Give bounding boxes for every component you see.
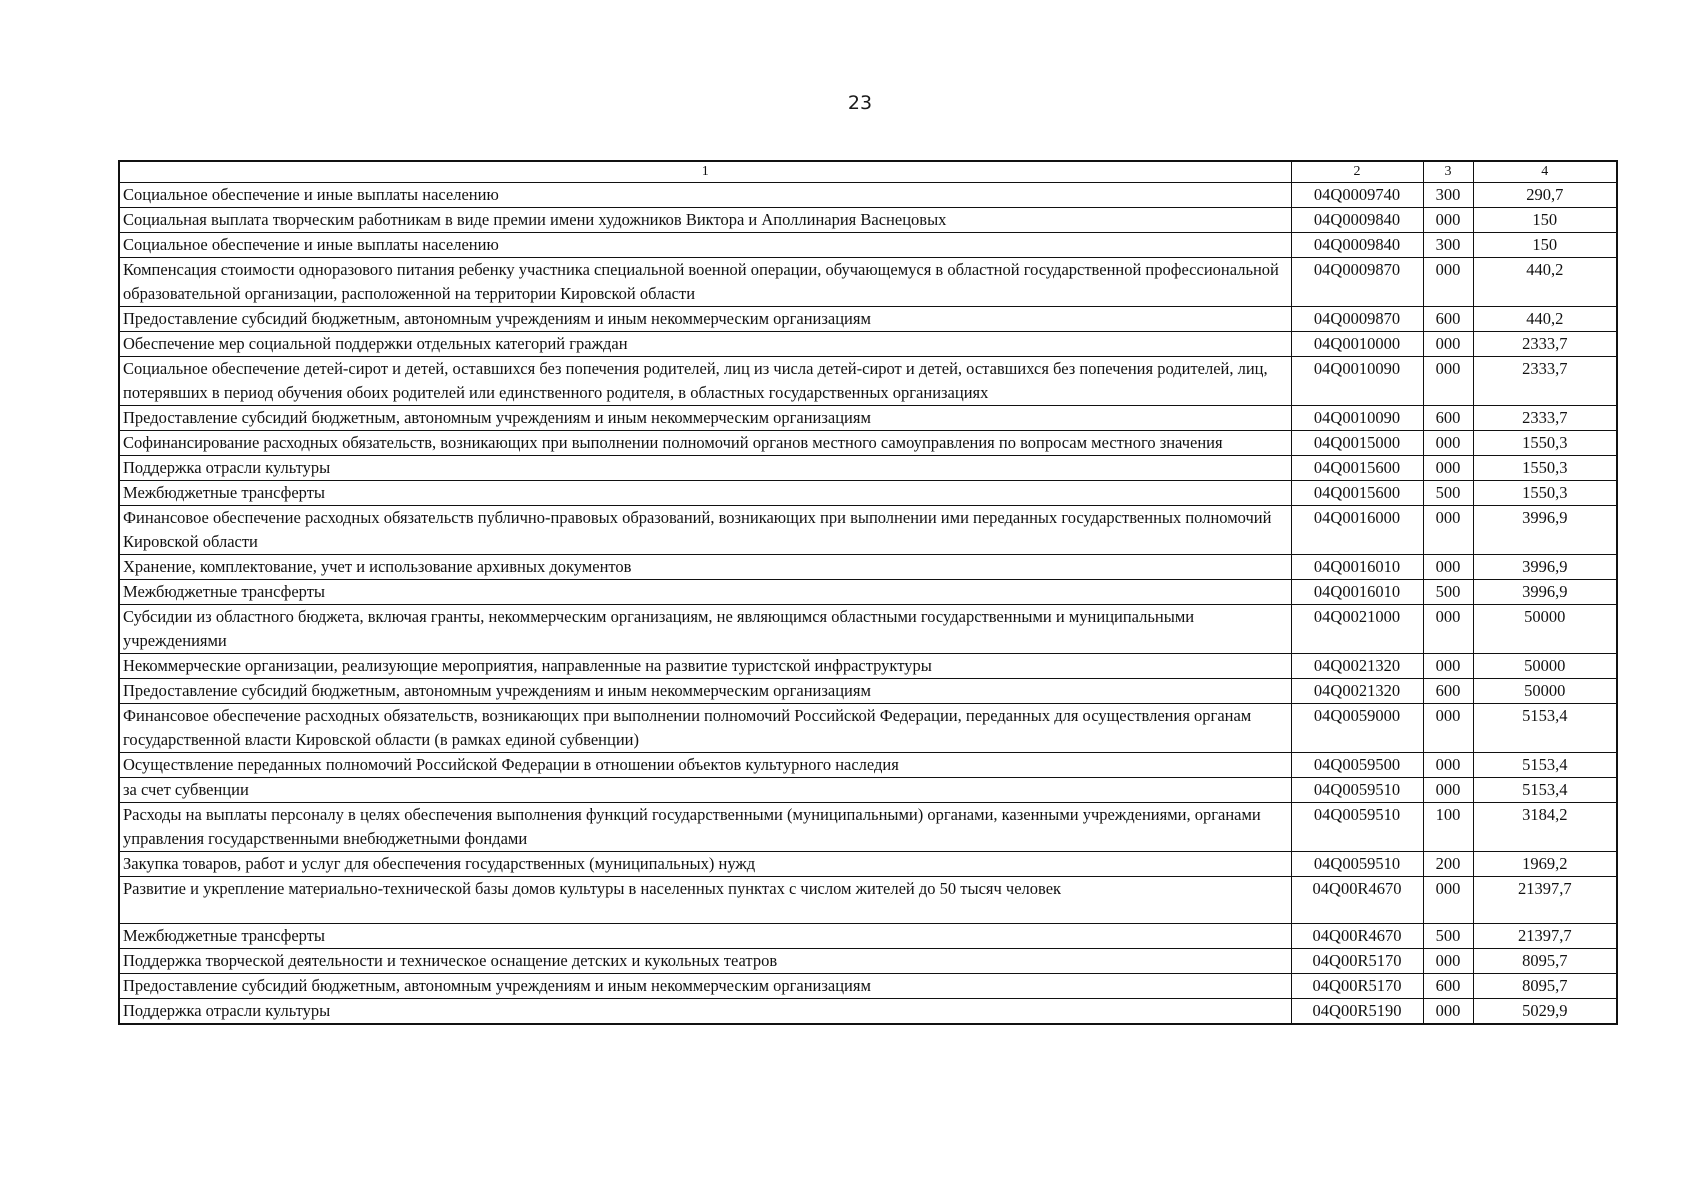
row-expense-type: 000	[1423, 506, 1473, 555]
row-code: 04Q0021000	[1291, 605, 1423, 654]
table-row	[119, 456, 1617, 481]
row-description: Осуществление переданных полномочий Российской Федерации в отношении объектов культурного наследия	[119, 753, 1291, 778]
row-expense-type: 000	[1423, 357, 1473, 406]
row-code: 04Q0015600	[1291, 456, 1423, 481]
row-expense-type: 000	[1423, 704, 1473, 753]
table-row	[119, 555, 1617, 580]
row-description: Межбюджетные трансферты	[119, 580, 1291, 605]
row-expense-type: 500	[1423, 481, 1473, 506]
table-row	[119, 778, 1617, 803]
row-amount: 440,2	[1473, 258, 1617, 307]
row-amount: 5153,4	[1473, 753, 1617, 778]
row-expense-type: 100	[1423, 803, 1473, 852]
row-code: 04Q00R4670	[1291, 877, 1423, 924]
row-code: 04Q0021320	[1291, 654, 1423, 679]
row-description: Социальная выплата творческим работникам в виде премии имени художников Виктора и Аполлинария Васнецовых	[119, 208, 1291, 233]
row-expense-type: 500	[1423, 924, 1473, 949]
page-number: 23	[847, 92, 873, 114]
row-description: Компенсация стоимости одноразового питания ребенку участника специальной военной операции, обучающемуся в областной государственной профессиональной образовательной организации, расположенной на территории Кировской области	[119, 258, 1291, 307]
row-description: Закупка товаров, работ и услуг для обеспечения государственных (муниципальных) нужд	[119, 852, 1291, 877]
row-code: 04Q00R5170	[1291, 974, 1423, 999]
row-expense-type: 000	[1423, 456, 1473, 481]
row-amount: 5029,9	[1473, 999, 1617, 1025]
column-header-2: 2	[1291, 161, 1423, 183]
table-row	[119, 506, 1617, 555]
table-row	[119, 704, 1617, 753]
row-expense-type: 600	[1423, 406, 1473, 431]
table-row	[119, 580, 1617, 605]
row-code: 04Q0059510	[1291, 778, 1423, 803]
row-expense-type: 600	[1423, 307, 1473, 332]
row-expense-type: 500	[1423, 580, 1473, 605]
row-amount: 8095,7	[1473, 949, 1617, 974]
column-header-4: 4	[1473, 161, 1617, 183]
row-expense-type: 000	[1423, 753, 1473, 778]
table-row	[119, 974, 1617, 999]
row-description: Предоставление субсидий бюджетным, автономным учреждениям и иным некоммерческим организациям	[119, 406, 1291, 431]
row-code: 04Q00R5170	[1291, 949, 1423, 974]
table-row	[119, 924, 1617, 949]
table-row	[119, 183, 1617, 208]
row-amount: 21397,7	[1473, 877, 1617, 924]
row-description: Поддержка отрасли культуры	[119, 999, 1291, 1025]
row-description: Развитие и укрепление материально-технической базы домов культуры в населенных пунктах с числом жителей до 50 тысяч человек	[119, 877, 1291, 924]
row-expense-type: 600	[1423, 679, 1473, 704]
row-description: Финансовое обеспечение расходных обязательств, возникающих при выполнении полномочий Российской Федерации, переданных для осуществления органам государственной власти Кировской области (в рамках единой субвенции)	[119, 704, 1291, 753]
row-amount: 1550,3	[1473, 481, 1617, 506]
row-code: 04Q0016000	[1291, 506, 1423, 555]
row-expense-type: 600	[1423, 974, 1473, 999]
row-description: Поддержка творческой деятельности и техническое оснащение детских и кукольных театров	[119, 949, 1291, 974]
budget-table	[118, 160, 1618, 1025]
row-code: 04Q0009870	[1291, 307, 1423, 332]
row-expense-type: 000	[1423, 431, 1473, 456]
row-amount: 1550,3	[1473, 456, 1617, 481]
row-amount: 440,2	[1473, 307, 1617, 332]
row-description: Субсидии из областного бюджета, включая гранты, некоммерческим организациям, не являющимся областными государственными и муниципальными учреждениями	[119, 605, 1291, 654]
row-description: Социальное обеспечение и иные выплаты населению	[119, 183, 1291, 208]
row-amount: 2333,7	[1473, 357, 1617, 406]
row-code: 04Q0059000	[1291, 704, 1423, 753]
table-row	[119, 605, 1617, 654]
row-expense-type: 300	[1423, 233, 1473, 258]
budget-table-body	[119, 161, 1617, 1024]
row-expense-type: 000	[1423, 778, 1473, 803]
row-expense-type: 000	[1423, 258, 1473, 307]
row-code: 04Q0010090	[1291, 357, 1423, 406]
row-code: 04Q0021320	[1291, 679, 1423, 704]
row-description: Социальное обеспечение детей-сирот и детей, оставшихся без попечения родителей, лиц из числа детей-сирот и детей, оставшихся без попечения родителей, лиц, потерявших в период обучения обоих родителей или единственного родителя, в областных государственных организациях	[119, 357, 1291, 406]
table-row	[119, 481, 1617, 506]
row-code: 04Q0009840	[1291, 208, 1423, 233]
row-description: Социальное обеспечение и иные выплаты населению	[119, 233, 1291, 258]
row-amount: 50000	[1473, 654, 1617, 679]
row-amount: 50000	[1473, 605, 1617, 654]
row-amount: 1969,2	[1473, 852, 1617, 877]
row-code: 04Q0059510	[1291, 852, 1423, 877]
row-description: Расходы на выплаты персоналу в целях обеспечения выполнения функций государственными (муниципальными) органами, казенными учреждениями, органами управления государственными внебюджетными фондами	[119, 803, 1291, 852]
row-amount: 5153,4	[1473, 778, 1617, 803]
row-description: Поддержка отрасли культуры	[119, 456, 1291, 481]
table-row	[119, 233, 1617, 258]
row-expense-type: 000	[1423, 999, 1473, 1025]
row-code: 04Q0009840	[1291, 233, 1423, 258]
table-row	[119, 406, 1617, 431]
row-code: 04Q0009740	[1291, 183, 1423, 208]
row-code: 04Q0009870	[1291, 258, 1423, 307]
table-row	[119, 999, 1617, 1025]
row-description: Предоставление субсидий бюджетным, автономным учреждениям и иным некоммерческим организациям	[119, 974, 1291, 999]
row-amount: 3996,9	[1473, 506, 1617, 555]
row-expense-type: 200	[1423, 852, 1473, 877]
row-description: Софинансирование расходных обязательств, возникающих при выполнении полномочий органов местного самоуправления по вопросам местного значения	[119, 431, 1291, 456]
row-amount: 3184,2	[1473, 803, 1617, 852]
row-description: Предоставление субсидий бюджетным, автономным учреждениям и иным некоммерческим организациям	[119, 679, 1291, 704]
row-expense-type: 300	[1423, 183, 1473, 208]
row-code: 04Q00R4670	[1291, 924, 1423, 949]
row-description: Межбюджетные трансферты	[119, 924, 1291, 949]
row-expense-type: 000	[1423, 949, 1473, 974]
row-description: Хранение, комплектование, учет и использование архивных документов	[119, 555, 1291, 580]
row-amount: 3996,9	[1473, 555, 1617, 580]
row-amount: 1550,3	[1473, 431, 1617, 456]
row-description: Межбюджетные трансферты	[119, 481, 1291, 506]
row-amount: 3996,9	[1473, 580, 1617, 605]
table-row	[119, 852, 1617, 877]
row-description: Обеспечение мер социальной поддержки отдельных категорий граждан	[119, 332, 1291, 357]
table-row	[119, 654, 1617, 679]
table-row	[119, 803, 1617, 852]
row-code: 04Q0016010	[1291, 555, 1423, 580]
row-expense-type: 000	[1423, 877, 1473, 924]
row-code: 04Q0010000	[1291, 332, 1423, 357]
table-row	[119, 332, 1617, 357]
row-amount: 150	[1473, 208, 1617, 233]
table-header-row	[119, 161, 1617, 183]
table-row	[119, 679, 1617, 704]
row-code: 04Q0015000	[1291, 431, 1423, 456]
row-code: 04Q0010090	[1291, 406, 1423, 431]
row-code: 04Q0059500	[1291, 753, 1423, 778]
row-expense-type: 000	[1423, 605, 1473, 654]
table-row	[119, 753, 1617, 778]
row-expense-type: 000	[1423, 654, 1473, 679]
row-description: Некоммерческие организации, реализующие мероприятия, направленные на развитие туристской инфраструктуры	[119, 654, 1291, 679]
row-expense-type: 000	[1423, 332, 1473, 357]
row-amount: 290,7	[1473, 183, 1617, 208]
row-amount: 21397,7	[1473, 924, 1617, 949]
row-amount: 2333,7	[1473, 406, 1617, 431]
row-expense-type: 000	[1423, 208, 1473, 233]
row-expense-type: 000	[1423, 555, 1473, 580]
row-description: Предоставление субсидий бюджетным, автономным учреждениям и иным некоммерческим организациям	[119, 307, 1291, 332]
row-description: Финансовое обеспечение расходных обязательств публично-правовых образований, возникающих при выполнении ими переданных государственных полномочий Кировской области	[119, 506, 1291, 555]
table-row	[119, 357, 1617, 406]
row-description: за счет субвенции	[119, 778, 1291, 803]
table-row	[119, 208, 1617, 233]
row-amount: 8095,7	[1473, 974, 1617, 999]
row-amount: 2333,7	[1473, 332, 1617, 357]
row-amount: 5153,4	[1473, 704, 1617, 753]
table-row	[119, 949, 1617, 974]
row-code: 04Q0016010	[1291, 580, 1423, 605]
row-amount: 50000	[1473, 679, 1617, 704]
table-row	[119, 877, 1617, 924]
column-header-3: 3	[1423, 161, 1473, 183]
column-header-1: 1	[119, 161, 1291, 183]
row-code: 04Q0059510	[1291, 803, 1423, 852]
table-row	[119, 258, 1617, 307]
row-code: 04Q00R5190	[1291, 999, 1423, 1025]
row-amount: 150	[1473, 233, 1617, 258]
row-code: 04Q0015600	[1291, 481, 1423, 506]
table-row	[119, 307, 1617, 332]
table-row	[119, 431, 1617, 456]
